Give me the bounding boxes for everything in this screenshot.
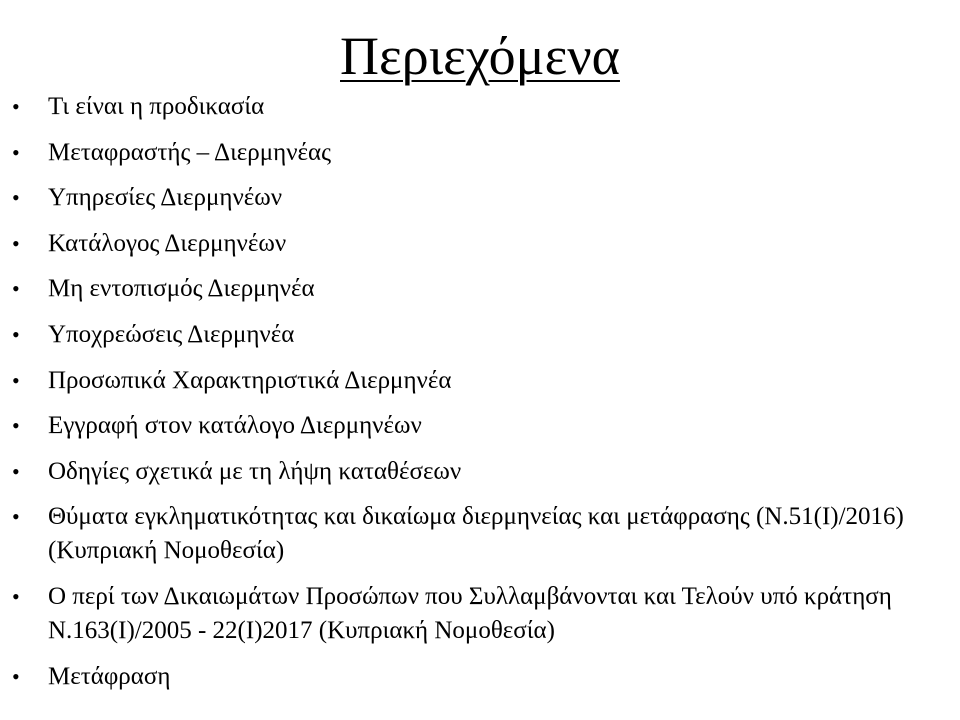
bullet-dot-icon: • xyxy=(12,413,20,439)
bullet-dot-icon: • xyxy=(12,583,20,609)
bullet-text: Τι είναι η προδικασία xyxy=(48,93,265,120)
bullet-item xyxy=(0,409,960,443)
bullet-dot-icon: • xyxy=(12,94,20,119)
bullet-item xyxy=(0,660,960,694)
bullet-text: Θύματα εγκληματικότητας και δικαίωμα διερμηνείας και μετάφρασης (Ν.51(Ι)/2016) (Κυπριακή Νομοθεσία) xyxy=(48,503,904,565)
bullet-item xyxy=(0,181,960,215)
bullet-text: Οδηγίες σχετικά με τη λήψη καταθέσεων xyxy=(48,457,462,485)
bullet-text: Εγγραφή στον κατάλογο Διερμηνέων xyxy=(48,412,422,440)
bullet-item xyxy=(0,318,960,352)
bullet-text: Μετάφραση xyxy=(48,662,171,690)
bullet-item xyxy=(0,227,960,261)
bullet-dot-icon: • xyxy=(12,663,20,689)
bullet-dot-icon: • xyxy=(12,185,20,211)
bullet-text: Υποχρεώσεις Διερμηνέα xyxy=(48,320,295,348)
bullet-item xyxy=(0,90,960,124)
bullet-item xyxy=(0,455,960,489)
bullet-text: Προσωπικά Χαρακτηριστικά Διερμηνέα xyxy=(48,366,452,394)
bullet-item xyxy=(0,272,960,306)
bullet-dot-icon: • xyxy=(12,139,20,165)
bullet-text: Μεταφραστής – Διερμηνέας xyxy=(48,138,332,166)
slide-title: Περιεχόμενα xyxy=(340,26,620,86)
bullet-text: Μη εντοπισμός Διερμηνέα xyxy=(48,275,315,303)
bullet-item xyxy=(0,580,960,648)
bullet-item xyxy=(0,136,960,170)
bullet-dot-icon: • xyxy=(12,458,20,484)
bullet-text: Ο περί των Δικαιωμάτων Προσώπων που Συλλαμβάνονται και Τελούν υπό κράτηση Ν.163(Ι)/2005 - 22(Ι)2017 (Κυπριακή Νομοθεσία) xyxy=(48,582,892,644)
bullet-dot-icon: • xyxy=(12,230,20,256)
bullet-item xyxy=(0,364,960,398)
bullet-dot-icon: • xyxy=(12,504,20,530)
bullet-text: Κατάλογος Διερμηνέων xyxy=(48,229,287,257)
bullet-text: Υπηρεσίες Διερμηνέων xyxy=(48,184,283,212)
bullet-dot-icon: • xyxy=(12,276,20,302)
bullet-item xyxy=(0,500,960,568)
bullet-list xyxy=(0,90,960,705)
bullet-dot-icon: • xyxy=(12,367,20,393)
bullet-dot-icon: • xyxy=(12,321,20,347)
